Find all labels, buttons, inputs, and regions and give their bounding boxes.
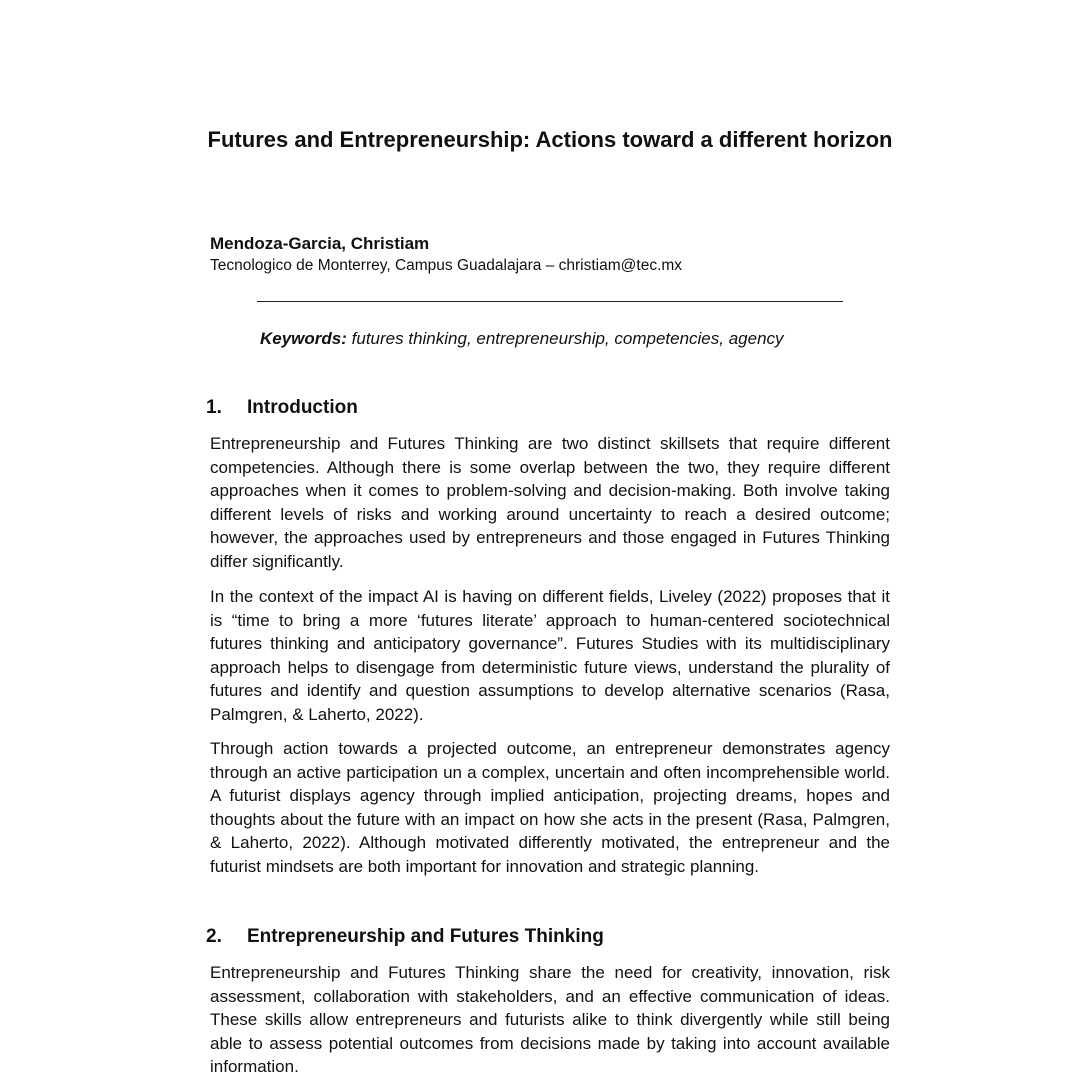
section-title: Introduction [247, 397, 358, 418]
section-heading-entrepreneurship-futures [206, 925, 604, 949]
section-number: 1. [206, 397, 222, 418]
section-number: 2. [206, 926, 222, 947]
keywords-line [260, 328, 784, 350]
paragraph: Through action towards a projected outcome, an entrepreneur demonstrates agency through an active participation un a complex, uncertain and often incomprehensible world. A futurist displays agency through implied anticipation, projecting dreams, hopes and thoughts about the future with an impact on how she acts in the present (Rasa, Palmgren, & Laherto, 2022). Although motivated differently motivated, the entrepreneur and the futurist mindsets are both important for innovation and strategic planning. [210, 739, 890, 876]
paragraph: Entrepreneurship and Futures Thinking are two distinct skillsets that require different competencies. Although there is some overlap between the two, they require different approaches when it comes to problem-solving and decision-making. Both involve taking different levels of risks and working around uncertainty to reach a desired outcome; however, the approaches used by entrepreneurs and those engaged in Futures Thinking differ significantly. [210, 434, 890, 571]
title-divider [257, 301, 843, 302]
author-name: Mendoza-Garcia, Christiam [210, 234, 430, 253]
author-affiliation: Tecnologico de Monterrey, Campus Guadalajara – christiam@tec.mx [210, 257, 683, 274]
keywords-label: Keywords: [260, 329, 347, 348]
paragraph: In the context of the impact AI is having on different fields, Liveley (2022) proposes that it is “time to bring a more ‘futures literate’ approach to human-centered sociotechnical futures thinking and anticipatory governance”. Futures Studies with its multidisciplinary approach helps to disengage from deterministic future views, understand the plurality of futures and identify and question assumptions to develop alternative scenarios (Rasa, Palmgren, & Laherto, 2022). [210, 587, 890, 724]
section-title: Entrepreneurship and Futures Thinking [247, 926, 604, 947]
paper-title: Futures and Entrepreneurship: Actions toward a different horizon [207, 127, 893, 152]
section-heading-introduction [206, 396, 358, 420]
keywords-text: futures thinking, entrepreneurship, competencies, agency [351, 329, 784, 348]
paragraph: Entrepreneurship and Futures Thinking share the need for creativity, innovation, risk assessment, collaboration with stakeholders, and an effective communication of ideas. These skills allow entrepreneurs and futurists alike to think divergently while still being able to assess potential outcomes from decisions made by taking into account available information. [210, 963, 890, 1076]
